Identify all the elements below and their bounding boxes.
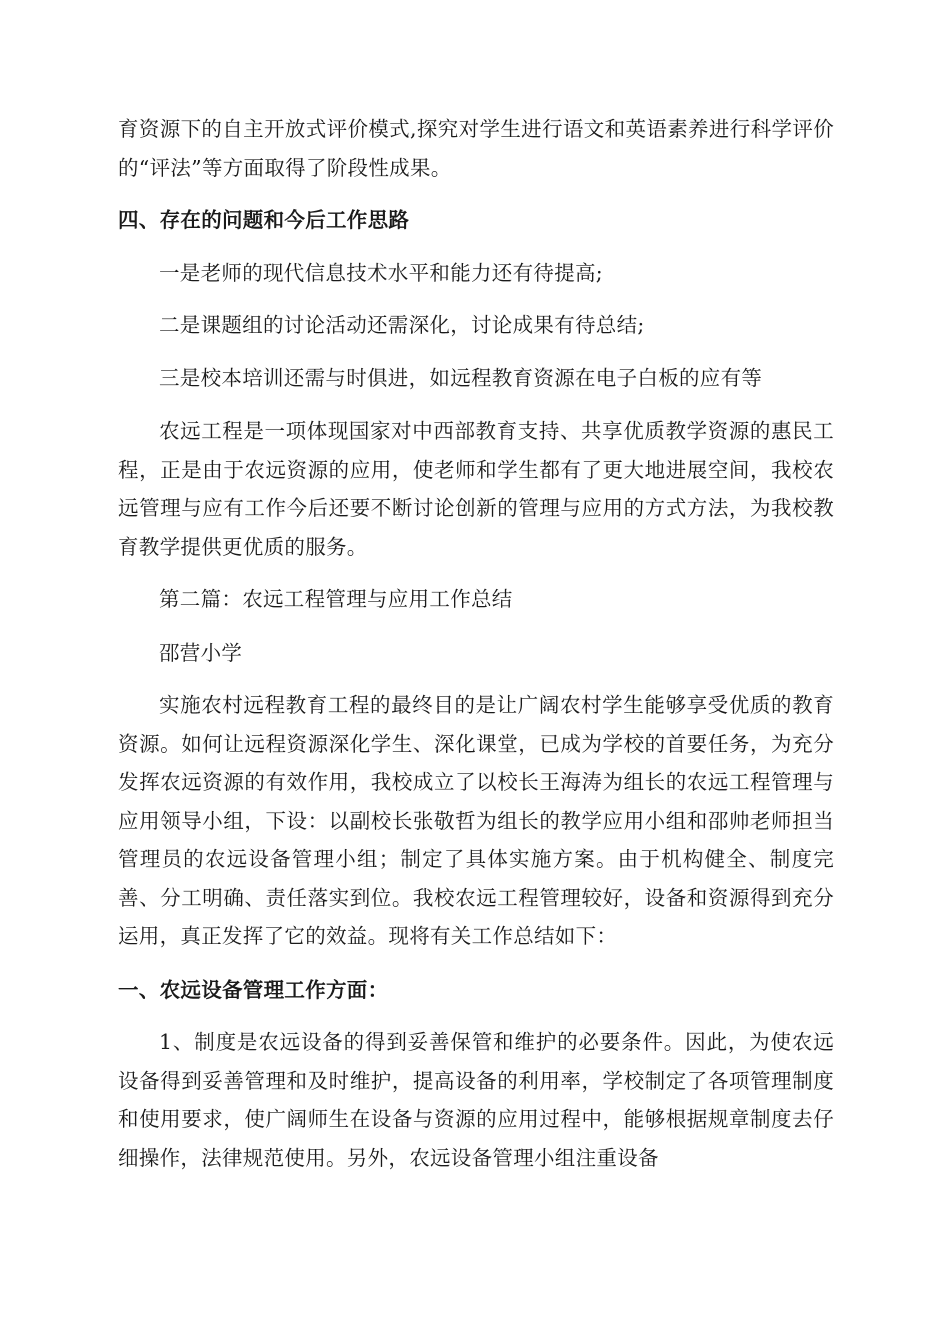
document-page [118,110,834,1177]
school-name: 邵营小学 [159,640,243,665]
section-heading-equipment: 一、农远设备管理工作方面： [118,977,389,1002]
paragraph-problem-3: 三是校本培训还需与时俱进，如远程教育资源在电子白板的应有等 [159,365,763,390]
section-heading-problems: 四、存在的问题和今后工作思路 [118,208,410,232]
paragraph-intro: 实施农村远程教育工程的最终目的是让广阔农村学生能够享受优质的教育资源。如何让远程资源深化学生、深化课堂，已成为学校的首要任务，为充分发挥农远资源的有效作用，我校成立了以校长王海涛为组长的农远工程管理与应用领导小组，下设：以副校长张敬哲为组长的教学应用小组和邵帅老师担当管理员的农远设备管理小组；制定了具体实施方案。由于机构健全、制度完善、分工明确、责任落实到位。我校农远工程管理较好，设备和资源得到充分运用，真正发挥了它的效益。现将有关工作总结如下： [118,693,834,948]
paragraph-problem-1: 一是老师的现代信息技术水平和能力还有待提高; [159,260,604,285]
paragraph-equipment-1: 1、制度是农远设备的得到妥善保管和维护的必要条件。因此，为使农远设备得到妥善管理和及时维护，提高设备的利用率，学校制定了各项管理制度和使用要求，使广阔师生在设备与资源的应用过程中，能够根据规章制度去仔细操作，法律规范使用。另外，农远设备管理小组注重设备 [118,1030,834,1170]
article-title: 第二篇：农远工程管理与应用工作总结 [159,587,513,611]
paragraph-problem-2: 二是课题组的讨论活动还需深化，讨论成果有待总结; [159,313,645,337]
paragraph-continuation: 育资源下的自主开放式评价模式,探究对学生进行语文和英语素养进行科学评价的“评法”等方面取得了阶段性成果。 [118,117,834,180]
paragraph-conclusion: 农远工程是一项体现国家对中西部教育支持、共享优质教学资源的惠民工程，正是由于农远资源的应用，使老师和学生都有了更大地进展空间，我校农远管理与应有工作今后还要不断讨论创新的管理与应用的方式方法，为我校教育教学提供更优质的服务。 [118,419,834,559]
